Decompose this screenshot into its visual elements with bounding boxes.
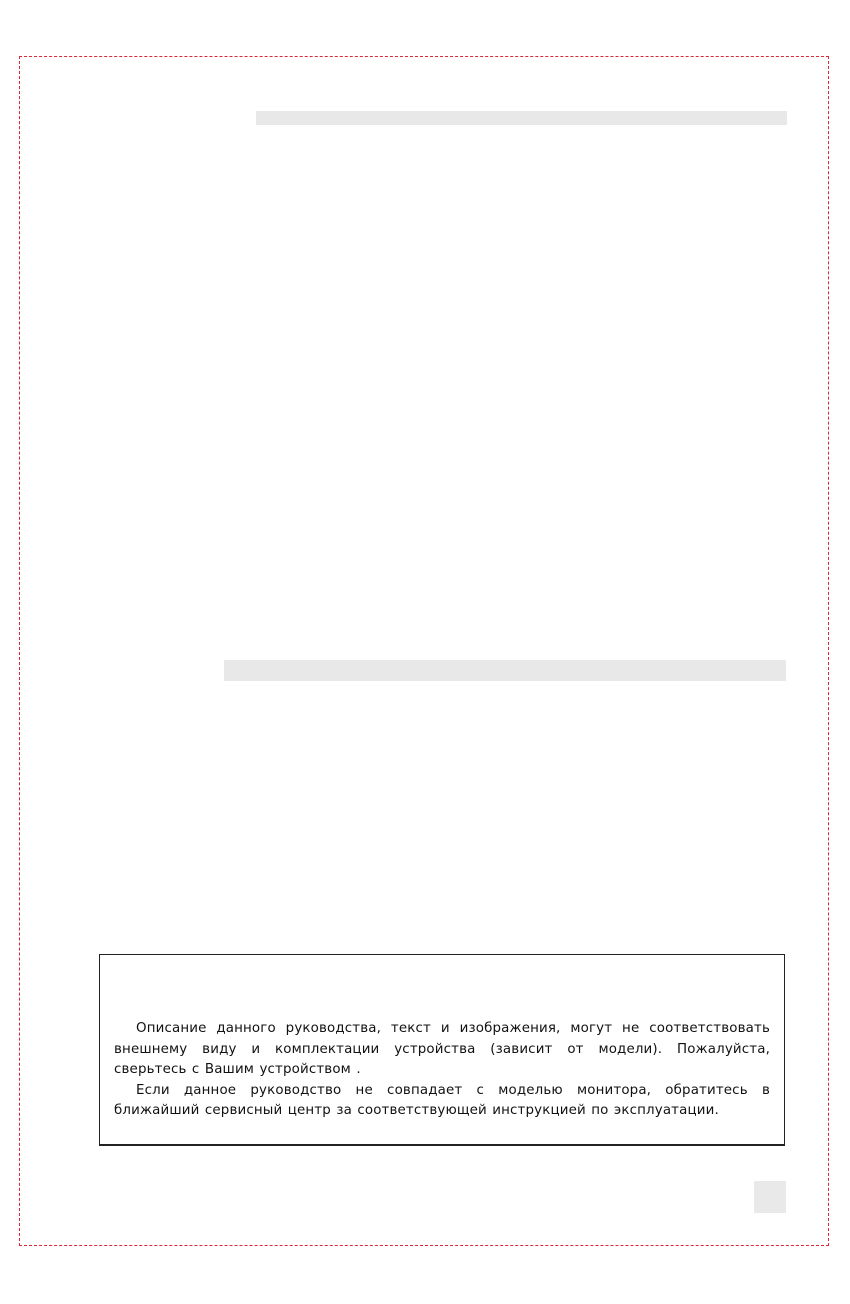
notice-paragraph-service-center: Если данное руководство не совпадает с моделью монитора, обратитесь в ближайший сервисный центр за соответствующей инструкцией по эксплуатации.	[114, 1082, 770, 1118]
disclaimer-notice-box	[99, 954, 785, 1146]
section-header-bar-top	[256, 111, 787, 125]
notice-paragraph-description: Описание данного руководства, текст и изображения, могут не соответствовать внешнему виду и комплектации устройства (зависит от модели). Пожалуйста, сверьтесь с Вашим устройством .	[114, 1021, 770, 1077]
page-number-box	[754, 1181, 786, 1213]
section-header-bar-middle	[224, 660, 786, 681]
